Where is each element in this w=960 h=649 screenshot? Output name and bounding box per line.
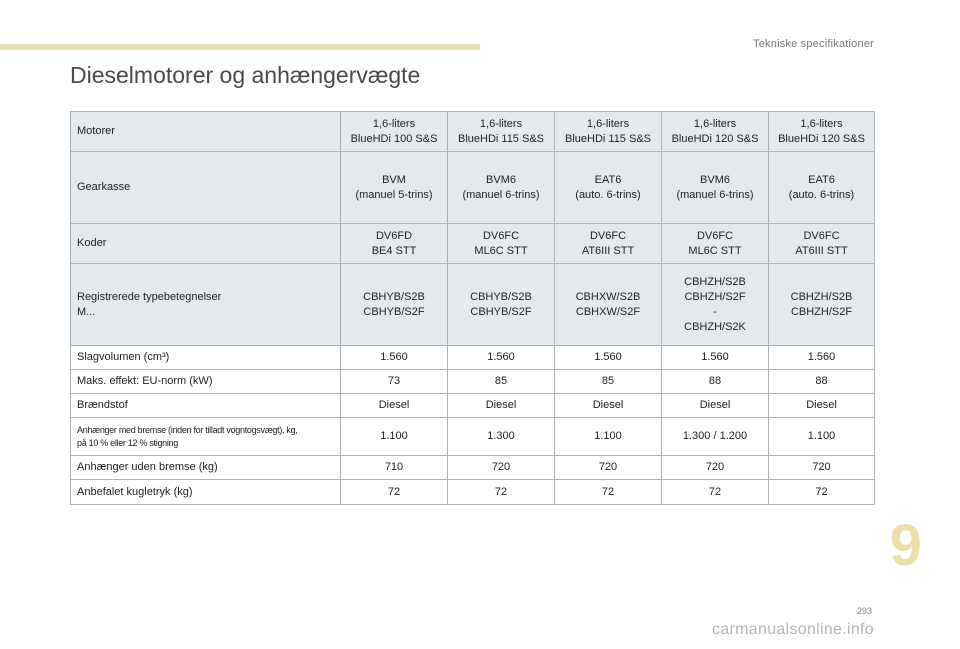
table-cell: [341, 480, 448, 505]
cell-value: 1.100: [594, 430, 622, 442]
cell-value: -: [713, 305, 717, 318]
row-label: [71, 152, 341, 224]
page-number: 293: [856, 606, 872, 616]
row-label-text: Anhænger med bremse (inden for tilladt vogntogsvægt), kg,: [77, 424, 298, 435]
cell-value: 1.560: [807, 351, 836, 363]
cell-value: AT6III STT: [795, 244, 848, 257]
table-cell: [662, 264, 769, 346]
cell-value: (manuel 5-trins): [355, 188, 433, 201]
cell-value: DV6FC: [803, 229, 840, 242]
cell-value: EAT6: [594, 173, 622, 186]
cell-value: CBHZH/S2B: [790, 290, 853, 303]
table-cell: [662, 112, 769, 152]
cell-value: 710: [384, 461, 404, 473]
table-cell: [769, 394, 875, 418]
table-cell: [662, 370, 769, 394]
row-label-text: M...: [77, 305, 96, 318]
cell-value: DV6FC: [696, 229, 734, 242]
cell-value: 72: [601, 485, 615, 498]
table-row: [71, 418, 875, 456]
table-cell: [662, 394, 769, 418]
cell-value: Diesel: [699, 399, 731, 411]
cell-value: ML6C STT: [474, 244, 528, 257]
cell-value: CBHYB/S2F: [470, 305, 532, 318]
table-cell: [769, 346, 875, 370]
table-cell: [341, 346, 448, 370]
cell-value: BE4 STT: [371, 244, 417, 257]
cell-value: (manuel 6-trins): [462, 188, 540, 201]
table-cell: [448, 456, 555, 480]
cell-value: 720: [491, 461, 511, 473]
chapter-number: 9: [889, 513, 922, 578]
cell-value: 1,6-liters: [479, 117, 523, 130]
table-cell: [555, 224, 662, 264]
row-label: [71, 418, 341, 456]
cell-value: CBHXW/S2F: [575, 305, 641, 318]
table-row: [71, 370, 875, 394]
table-row: [71, 456, 875, 480]
table-cell: [769, 370, 875, 394]
row-label-text: Brændstof: [77, 399, 128, 411]
cell-value: 1,6-liters: [800, 117, 843, 130]
table-cell: [555, 370, 662, 394]
cell-value: CBHYB/S2F: [363, 305, 425, 318]
row-label-text: Slagvolumen (cm³): [77, 351, 170, 363]
table-cell: [448, 480, 555, 505]
cell-value: DV6FC: [589, 229, 627, 242]
table-cell: [448, 346, 555, 370]
cell-value: CBHZH/S2F: [684, 290, 746, 303]
table-row: [71, 394, 875, 418]
cell-value: 72: [387, 485, 401, 498]
table-cell: [769, 264, 875, 346]
cell-value: ML6C STT: [688, 244, 742, 257]
table-cell: [341, 224, 448, 264]
table-cell: [769, 224, 875, 264]
row-label: [71, 264, 341, 346]
row-label-text: Maks. effekt: EU-norm (kW): [77, 375, 213, 387]
watermark: carmanualsonline.info: [712, 621, 874, 638]
cell-value: 72: [815, 485, 828, 498]
cell-value: BVM6: [486, 173, 516, 186]
table-cell: [448, 370, 555, 394]
cell-value: 85: [601, 375, 615, 387]
table-row: [71, 112, 875, 152]
table-cell: [341, 152, 448, 224]
table-cell: [769, 418, 875, 456]
cell-value: 720: [705, 461, 725, 473]
header-accent-bar: [0, 44, 480, 50]
row-label-text: på 10 % eller 12 % stigning: [77, 437, 178, 448]
row-label: [71, 394, 341, 418]
cell-value: Diesel: [378, 399, 410, 411]
cell-value: AT6III STT: [581, 244, 635, 257]
cell-value: 1.100: [380, 430, 408, 442]
cell-value: 85: [494, 375, 508, 387]
cell-value: 72: [494, 485, 508, 498]
cell-value: CBHZH/S2F: [790, 305, 853, 318]
cell-value: BlueHDi 115 S&S: [564, 132, 651, 145]
cell-value: CBHZH/S2K: [684, 320, 746, 333]
cell-value: Diesel: [806, 399, 837, 411]
table-cell: [769, 480, 875, 505]
cell-value: (auto. 6-trins): [575, 188, 641, 201]
row-label-text: Koder: [77, 237, 107, 249]
table-cell: [555, 394, 662, 418]
row-label: [71, 456, 341, 480]
cell-value: (manuel 6-trins): [676, 188, 754, 201]
row-label: [71, 370, 341, 394]
cell-value: 1.560: [380, 351, 408, 363]
table-cell: [341, 394, 448, 418]
table-cell: [448, 418, 555, 456]
cell-value: BlueHDi 100 S&S: [350, 132, 438, 145]
cell-value: CBHYB/S2B: [470, 290, 532, 303]
cell-value: 1.300 / 1.200: [682, 430, 748, 442]
table-cell: [662, 152, 769, 224]
table-cell: [555, 418, 662, 456]
cell-value: 1.560: [594, 351, 622, 363]
table-cell: [662, 224, 769, 264]
row-label: [71, 346, 341, 370]
table-cell: [448, 112, 555, 152]
cell-value: 1.560: [701, 351, 729, 363]
cell-value: BlueHDi 115 S&S: [457, 132, 544, 145]
cell-value: BVM: [382, 173, 406, 186]
page-title: Dieselmotorer og anhængervægte: [70, 62, 421, 88]
cell-value: DV6FC: [482, 229, 520, 242]
cell-value: Diesel: [592, 399, 624, 411]
specifications-table: [70, 111, 875, 505]
table-cell: [555, 112, 662, 152]
row-label: [71, 112, 341, 152]
cell-value: CBHYB/S2B: [363, 290, 425, 303]
table-cell: [769, 152, 875, 224]
table-cell: [555, 456, 662, 480]
table-cell: [341, 264, 448, 346]
cell-value: 88: [708, 375, 722, 387]
table-cell: [662, 418, 769, 456]
table-row: [71, 480, 875, 505]
cell-value: 1.300: [487, 430, 515, 442]
table-cell: [662, 480, 769, 505]
table-cell: [769, 112, 875, 152]
table-cell: [341, 456, 448, 480]
cell-value: 88: [815, 375, 828, 387]
table-row: [71, 346, 875, 370]
cell-value: CBHZH/S2B: [684, 275, 746, 288]
table-cell: [769, 456, 875, 480]
table-cell: [448, 152, 555, 224]
row-label-text: Gearkasse: [77, 181, 131, 193]
table-row: [71, 152, 875, 224]
cell-value: DV6FD: [375, 229, 413, 242]
cell-value: 1,6-liters: [372, 117, 416, 130]
table-cell: [662, 456, 769, 480]
table-row: [71, 224, 875, 264]
cell-value: 1,6-liters: [586, 117, 630, 130]
table-cell: [555, 346, 662, 370]
row-label-text: Registrerede typebetegnelser: [77, 290, 222, 303]
table-cell: [341, 112, 448, 152]
cell-value: (auto. 6-trins): [788, 188, 855, 201]
cell-value: BlueHDi 120 S&S: [778, 132, 865, 145]
table-cell: [662, 346, 769, 370]
cell-value: EAT6: [808, 173, 835, 186]
cell-value: CBHXW/S2B: [575, 290, 641, 303]
table-cell: [448, 264, 555, 346]
cell-value: 73: [387, 375, 401, 387]
cell-value: Diesel: [485, 399, 517, 411]
row-label-text: Anbefalet kugletryk (kg): [77, 485, 193, 498]
table-cell: [555, 264, 662, 346]
cell-value: 1.100: [807, 430, 836, 442]
table-cell: [448, 224, 555, 264]
row-label: [71, 224, 341, 264]
specifications-table-body: [71, 112, 875, 505]
table-cell: [341, 370, 448, 394]
cell-value: 1.560: [487, 351, 515, 363]
cell-value: 720: [812, 461, 831, 473]
table-cell: [555, 480, 662, 505]
table-row: [71, 264, 875, 346]
cell-value: BlueHDi 120 S&S: [671, 132, 759, 145]
row-label-text: Anhænger uden bremse (kg): [77, 461, 218, 473]
row-label: [71, 480, 341, 505]
table-cell: [555, 152, 662, 224]
cell-value: 720: [598, 461, 618, 473]
cell-value: BVM6: [700, 173, 730, 186]
cell-value: 1,6-liters: [693, 117, 737, 130]
table-cell: [448, 394, 555, 418]
table-cell: [341, 418, 448, 456]
row-label-text: Motorer: [77, 125, 115, 137]
section-label: Tekniske specifikationer: [753, 38, 874, 50]
cell-value: 72: [708, 485, 722, 498]
